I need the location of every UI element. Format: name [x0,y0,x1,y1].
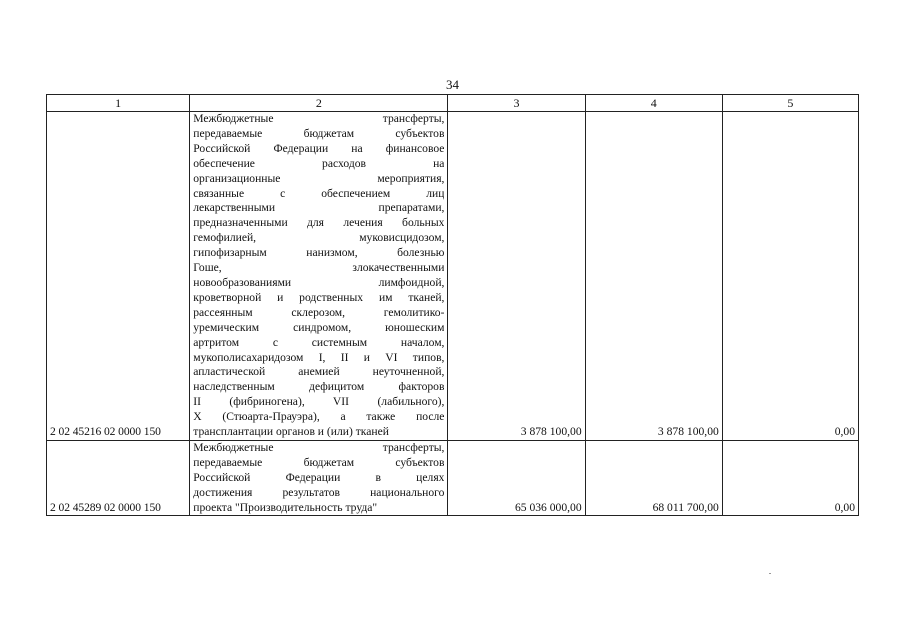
description-line: Межбюджетные трансферты, [193,440,445,454]
description-line: гемофилией, муковисцидозом, [193,231,445,245]
description-line: Гоше, злокачественными [193,261,445,275]
table-row [47,440,859,516]
amount-col3-cell: 3 878 100,00 [448,112,585,441]
column-header-5: 5 [722,95,858,112]
description-line: связанные с обеспечением лиц [193,186,445,200]
column-header-2: 2 [190,95,448,112]
description-line: достижения результатов национального [193,485,445,499]
description-line: наследственным дефицитом факторов [193,380,445,394]
amount-col5-cell: 0,00 [722,440,858,516]
description-line: артритом с системным началом, [193,335,445,349]
description-line: мукополисахаридозом I, II и VI типов, [193,350,445,364]
description-line: лекарственными препаратами, [193,201,445,215]
amount-col4-cell: 3 878 100,00 [585,112,722,441]
description-line: передаваемые бюджетам субъектов [193,126,445,140]
budget-code-cell: 2 02 45289 02 0000 150 [47,440,190,516]
description-line: рассеянным склерозом, гемолитико- [193,305,445,319]
column-header-3: 3 [448,95,585,112]
description-line: новообразованиями лимфоидной, [193,275,445,289]
header-row [47,95,859,112]
description-line: X (Стюарта-Прауэра), а также после [193,410,445,424]
page-number: 34 [446,77,459,92]
budget-code-cell: 2 02 45216 02 0000 150 [47,112,190,441]
description-line: организационные мероприятия, [193,171,445,185]
description-line: трансплантации органов и (или) тканей [193,425,389,439]
table-row [47,112,859,441]
description-cell [190,440,448,516]
amount-col4-cell: 68 011 700,00 [585,440,722,516]
column-header-1: 1 [47,95,190,112]
amount-col5-cell: 0,00 [722,112,858,441]
description-line: Межбюджетные трансферты, [193,112,445,125]
description-cell [190,112,448,441]
column-header-4: 4 [585,95,722,112]
scan-speck [769,573,771,574]
budget-table [46,94,859,516]
description-line: Российской Федерации на финансовое [193,141,445,155]
description-line: апластической анемией неуточненной, [193,365,445,379]
description-line: II (фибриногена), VII (лабильного), [193,395,445,409]
description-line: проекта "Производительность труда" [193,500,378,514]
description-line: кроветворной и родственных им тканей, [193,290,445,304]
description-line: обеспечение расходов на [193,156,445,170]
amount-col3-cell: 65 036 000,00 [448,440,585,516]
description-line: гипофизарным нанизмом, болезнью [193,246,445,260]
description-line: передаваемые бюджетам субъектов [193,455,445,469]
description-line: предназначенными для лечения больных [193,216,445,230]
description-line: Российской Федерации в целях [193,470,445,484]
description-line: уремическим синдромом, юношеским [193,320,445,334]
